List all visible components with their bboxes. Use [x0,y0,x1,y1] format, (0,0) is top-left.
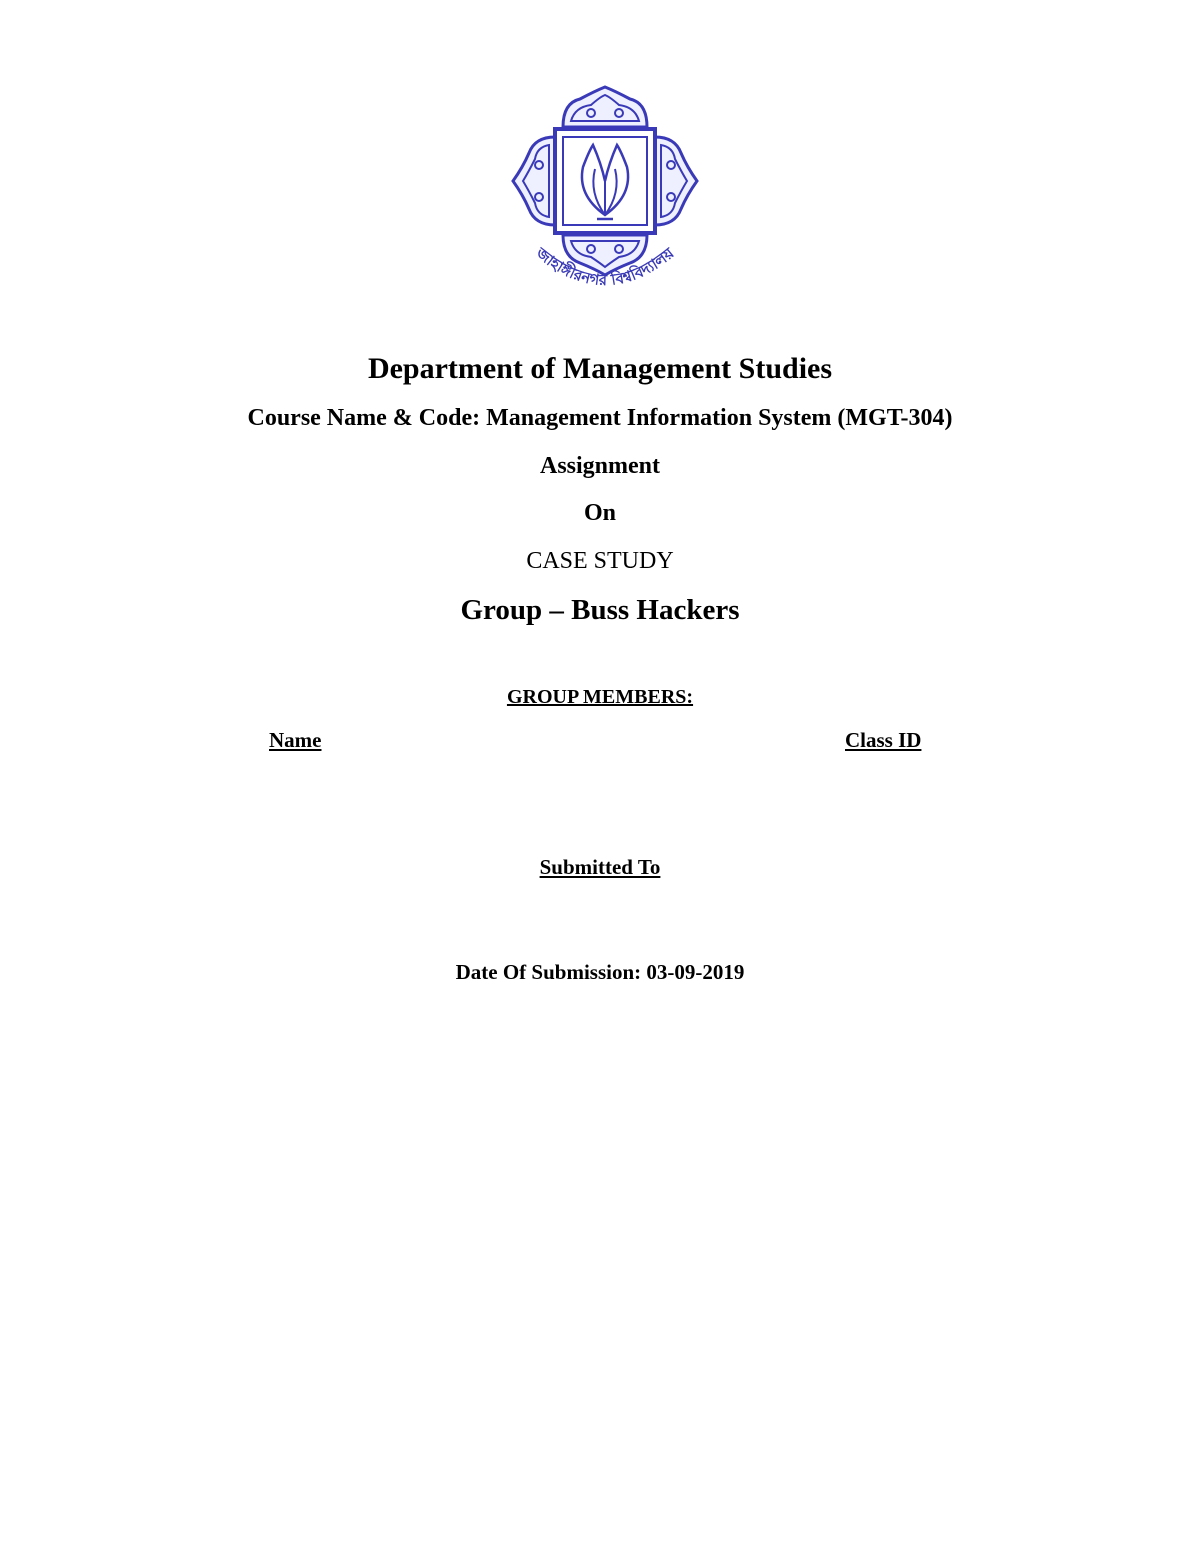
on-label: On [583,500,616,526]
class-id-column-header: Class ID [845,728,922,752]
submitted-to-heading: Submitted To [539,855,661,879]
group-members-heading: GROUP MEMBERS: [506,686,694,708]
university-emblem-logo [505,85,705,317]
topic-label: CASE STUDY [526,548,674,574]
emblem-caption: জাহাঙ্গীরনগর বিশ্ববিদ্যালয় [532,244,678,290]
name-column-header: Name [269,728,322,752]
assignment-label: Assignment [539,453,660,479]
department-title: Department of Management Studies [367,352,833,385]
course-name-code: Course Name & Code: Management Information System (MGT-304) [247,405,953,431]
submission-date: Date Of Submission: 03-09-2019 [455,960,745,984]
group-title: Group – Buss Hackers [460,594,740,626]
